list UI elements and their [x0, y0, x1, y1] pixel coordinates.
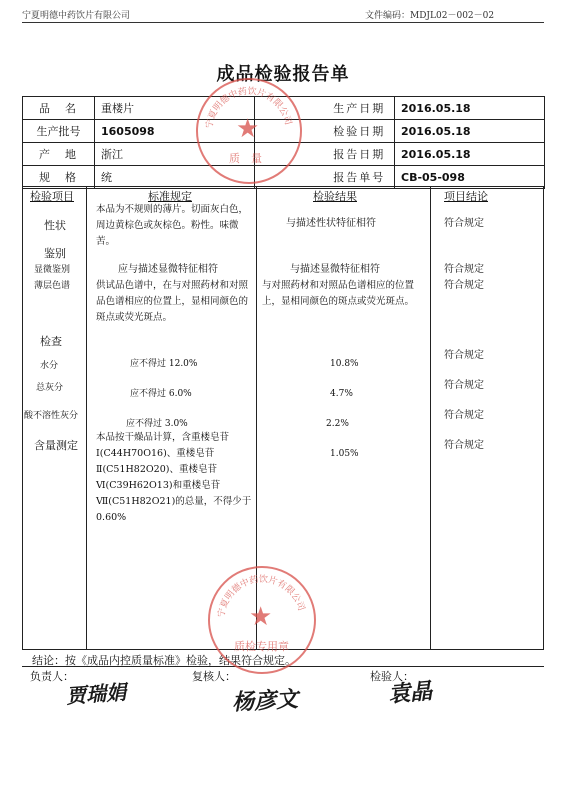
col-header-result: 检验结果	[313, 190, 357, 203]
column-divider	[86, 186, 87, 650]
stamp-quality-label: 质 量	[229, 152, 262, 165]
quality-stamp	[196, 78, 302, 184]
microscopic-conclusion: 符合规定	[444, 264, 484, 275]
assay-conclusion: 符合规定	[444, 440, 484, 451]
water-result: 10.8%	[330, 359, 359, 369]
tlc-item: 薄层色谱	[34, 281, 71, 291]
col-header-conclusion: 项目结论	[444, 190, 488, 203]
water-item: 水分	[40, 361, 59, 371]
spec-value: 统	[95, 166, 255, 189]
appearance-result: 与描述性状特征相符	[286, 218, 376, 229]
tlc-result: 与对照药材和对照品色谱相应的位置上，显相同颜色的斑点或荧光斑点。	[262, 280, 415, 307]
product-label: 品 名	[23, 97, 95, 120]
reviewer-signature: 杨彦文	[231, 686, 299, 716]
batch-value: 1605098	[95, 120, 255, 143]
acid-ash-standard: 应不得过 3.0%	[126, 419, 188, 429]
ash-conclusion: 符合规定	[444, 380, 484, 391]
appearance-standard: 本品为不规则的薄片。切面灰白色，周边黄棕色或灰棕色。粉性。味微苦。	[96, 204, 249, 247]
appearance-conclusion: 符合规定	[444, 218, 484, 229]
spec-label: 规 格	[23, 166, 95, 189]
stamp-company-text: 宁夏明德中药饮片有限公司	[216, 574, 306, 619]
report-no-value: CB-05-098	[395, 166, 545, 189]
star-icon: ★	[236, 114, 260, 144]
star-icon: ★	[249, 602, 273, 632]
product-value: 重楼片	[95, 97, 255, 120]
origin-value: 浙江	[95, 143, 255, 166]
test-date-label: 检验日期	[325, 120, 395, 143]
tlc-conclusion: 符合规定	[444, 280, 484, 291]
report-date-value: 2016.05.18	[395, 143, 545, 166]
reviewer-label: 复核人：	[192, 670, 236, 683]
microscopic-standard: 应与描述显微特征相符	[118, 264, 218, 275]
appearance-item: 性状	[44, 219, 66, 232]
responsible-label: 负责人：	[30, 670, 74, 683]
origin-label: 产 地	[23, 143, 95, 166]
water-standard: 应不得过 12.0%	[130, 359, 198, 369]
tlc-standard: 供试品色谱中，在与对照药材和对照品色谱相应的位置上，显相同颜色的斑点或荧光斑点。	[96, 280, 249, 323]
stamp-company-text: 宁夏明德中药饮片有限公司	[204, 86, 293, 130]
acid-ash-result: 2.2%	[326, 419, 349, 429]
conclusion-text: 结论：按《成品内控质量标准》检验，结果符合规定。	[32, 654, 296, 667]
document-number: 文件编码：MDJL02－002－02	[365, 11, 495, 21]
report-no-label: 报告单号	[325, 166, 395, 189]
water-conclusion: 符合规定	[444, 350, 484, 361]
microscopic-item: 显微鉴别	[34, 265, 71, 275]
ash-item: 总灰分	[36, 383, 64, 393]
batch-label: 生产批号	[23, 120, 95, 143]
acid-ash-conclusion: 符合规定	[444, 410, 484, 421]
inspection-stamp	[208, 566, 316, 674]
company-header: 宁夏明德中药饮片有限公司	[22, 11, 131, 21]
microscopic-result: 与描述显微特征相符	[290, 264, 380, 275]
responsible-signature: 贾瑞娟	[65, 679, 127, 709]
ash-result: 4.7%	[330, 389, 353, 399]
column-divider	[430, 186, 431, 650]
col-header-item: 检验项目	[30, 190, 74, 203]
test-date-value: 2016.05.18	[395, 120, 545, 143]
acid-ash-item: 酸不溶性灰分	[24, 411, 79, 421]
page-title: 成品检验报告单	[216, 64, 350, 85]
ash-standard: 应不得过 6.0%	[130, 389, 192, 399]
header-divider	[22, 22, 544, 23]
inspector-label: 检验人：	[370, 670, 414, 683]
identification-item: 鉴别	[44, 247, 66, 260]
assay-standard: 本品按干燥品计算，含重楼皂苷Ⅰ(C44H70O16)、重楼皂苷Ⅱ(C51H82O20)、重楼皂苷Ⅵ(C39H62O13)和重楼皂苷Ⅶ(C51H82O21)的总量，不得少于 0.60%	[96, 432, 252, 523]
check-item: 检查	[40, 335, 62, 348]
mfg-date-value: 2016.05.18	[395, 97, 545, 120]
inspector-signature: 袁晶	[387, 678, 434, 708]
assay-result: 1.05%	[330, 449, 359, 459]
col-header-standard: 标准规定	[148, 190, 192, 203]
report-date-label: 报告日期	[325, 143, 395, 166]
stamp-inspection-label: 质检专用章	[234, 640, 289, 653]
mfg-date-label: 生产日期	[325, 97, 395, 120]
assay-item: 含量测定	[34, 439, 78, 452]
